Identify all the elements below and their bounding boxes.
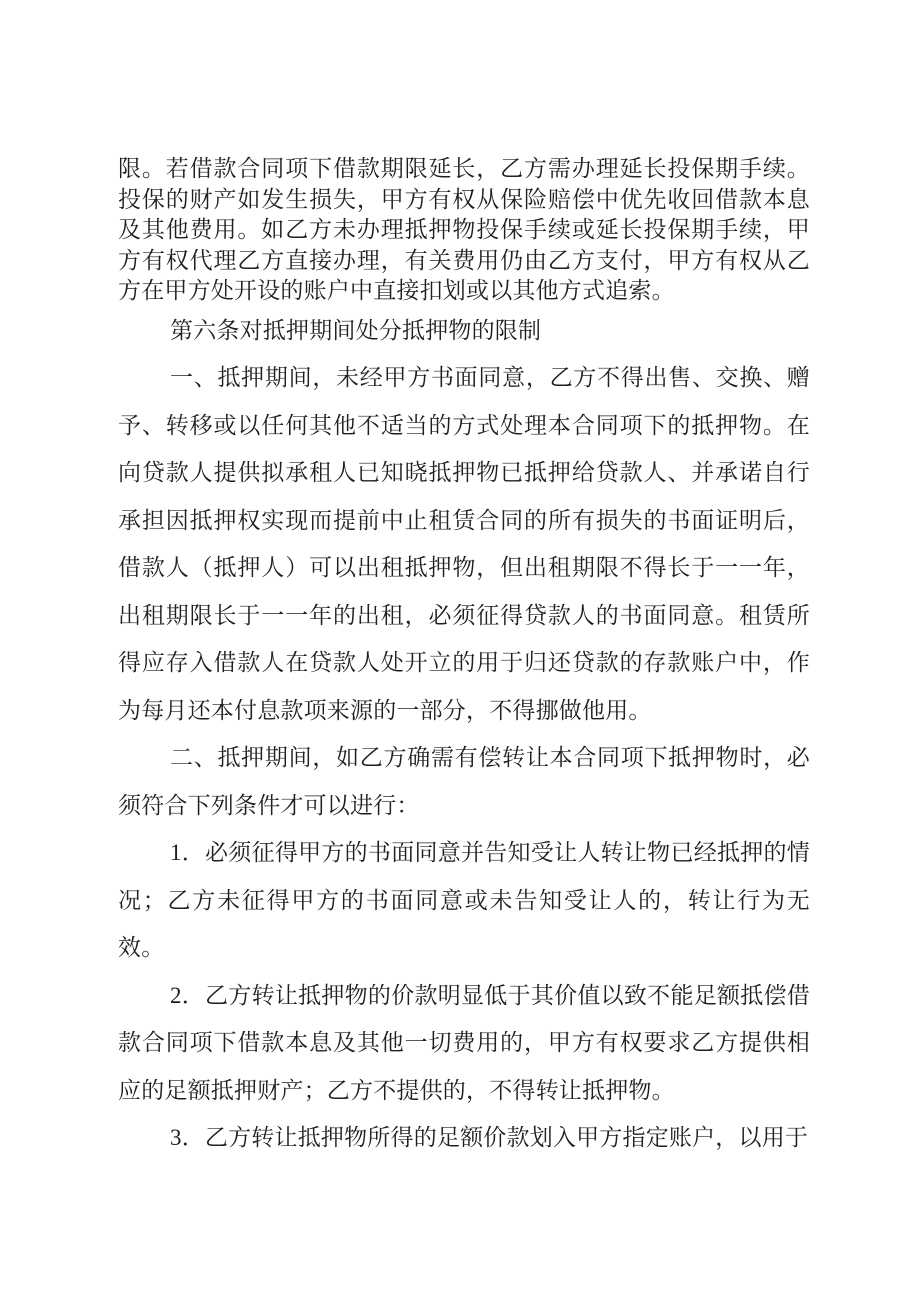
paragraph-sub-item-3: 3．乙方转让抵押物所得的足额价款划入甲方指定账户，以用于 xyxy=(170,1125,809,1150)
contract-body xyxy=(118,154,810,1162)
clause-6-heading: 第六条对抵押期间处分抵押物的限制 xyxy=(170,317,542,343)
paragraph-item-one: 一、抵押期间，未经甲方书面同意，乙方不得出售、交换、赠予、转移或以任何其他不适当的方式处理本合同项下的抵押物。在向贷款人提供拟承租人已知晓抵押物已抵押给贷款人、并承诺自行承担因抵押权实现而提前中止租赁合同的所有损失的书面证明后，借款人（抵押人）可以出租抵押物，但出租期限不得长于一一年，出租期限长于一一年的出租，必须征得贷款人的书面同意。租赁所得应存入借款人在贷款人处开立的用于归还贷款的存款账户中，作为每月还本付息款项来源的一部分，不得挪做他用。 xyxy=(118,365,810,723)
paragraph-insurance-continuation: 限。若借款合同项下借款期限延长，乙方需办理延长投保期手续。投保的财产如发生损失，甲方有权从保险赔偿中优先收回借款本息及其他费用。如乙方未办理抵押物投保手续或延长投保期手续，甲方有权代理乙方直接办理，有关费用仍由乙方支付，甲方有权从乙方在甲方处开设的账户中直接扣划或以其他方式追索。 xyxy=(118,156,810,303)
paragraph-sub-item-2: 2．乙方转让抵押物的价款明显低于其价值以致不能足额抵偿借款合同项下借款本息及其他一切费用的，甲方有权要求乙方提供相应的足额抵押财产；乙方不提供的，不得转让抵押物。 xyxy=(118,982,810,1103)
paragraph-sub-item-1: 1．必须征得甲方的书面同意并告知受让人转让物已经抵押的情况；乙方未征得甲方的书面同意或未告知受让人的，转让行为无效。 xyxy=(118,840,810,960)
paragraph-item-two: 二、抵押期间，如乙方确需有偿转让本合同项下抵押物时，必须符合下列条件才可以进行： xyxy=(118,745,810,818)
